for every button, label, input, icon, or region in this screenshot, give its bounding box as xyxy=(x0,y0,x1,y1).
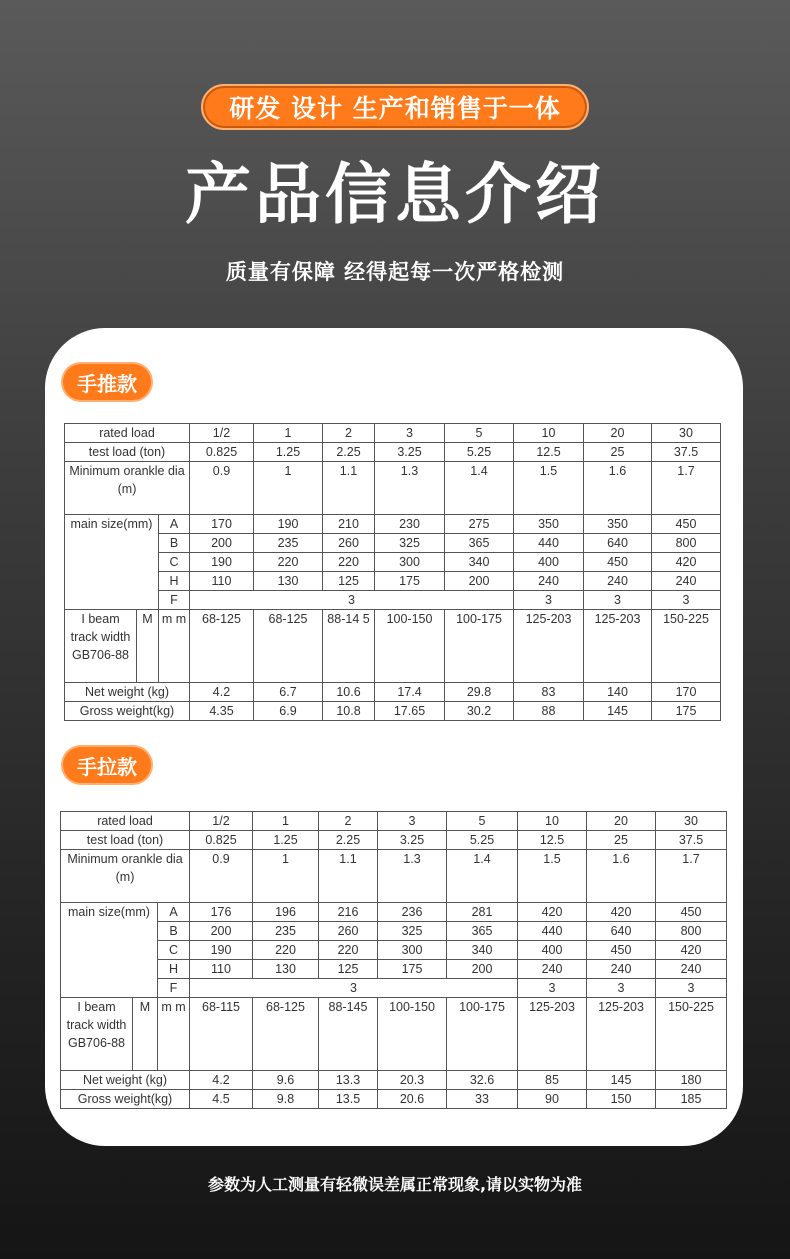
table-row xyxy=(65,702,721,721)
dimension-value: 130 xyxy=(254,572,323,591)
test-load-value: 5.25 xyxy=(445,443,514,462)
net-weight-value: 145 xyxy=(587,1071,656,1090)
net-weight-value: 83 xyxy=(514,683,584,702)
main-size-label: main size(mm) xyxy=(65,515,159,610)
dimension-value: 3 xyxy=(514,591,584,610)
min-orankle-value: 1 xyxy=(254,462,323,515)
dimension-value: 170 xyxy=(190,515,254,534)
table-row xyxy=(61,831,727,850)
dimension-value: 210 xyxy=(323,515,375,534)
min-orankle-value: 1.7 xyxy=(652,462,721,515)
net-weight-value: 180 xyxy=(656,1071,727,1090)
dimension-value: 190 xyxy=(190,553,254,572)
dimension-value: 300 xyxy=(378,941,447,960)
net-weight-value: 13.3 xyxy=(319,1071,378,1090)
ibeam-value: 125-203 xyxy=(584,610,652,683)
min-orankle-value: 1.4 xyxy=(445,462,514,515)
gross-weight-value: 175 xyxy=(652,702,721,721)
gross-weight-value: 88 xyxy=(514,702,584,721)
dimension-value: 440 xyxy=(514,534,584,553)
ibeam-value: 68-125 xyxy=(254,610,323,683)
dimension-value: 176 xyxy=(190,903,253,922)
table-row xyxy=(65,610,721,683)
dimension-value: 275 xyxy=(445,515,514,534)
rated-load-value: 10 xyxy=(514,424,584,443)
test-load-value: 25 xyxy=(587,831,656,850)
dimension-value: 3 xyxy=(190,979,518,998)
dimension-value: 240 xyxy=(514,572,584,591)
section-label-push: 手推款 xyxy=(63,364,151,400)
rated-load-value: 30 xyxy=(652,424,721,443)
dimension-value: 340 xyxy=(447,941,518,960)
dimension-value: 450 xyxy=(584,553,652,572)
dimension-value: 281 xyxy=(447,903,518,922)
dimension-value: 216 xyxy=(319,903,378,922)
dimension-value: 420 xyxy=(652,553,721,572)
gross-weight-value: 145 xyxy=(584,702,652,721)
min-orankle-value: 0.9 xyxy=(190,850,253,903)
rated-load-value: 20 xyxy=(584,424,652,443)
ibeam-value: 150-225 xyxy=(652,610,721,683)
ibeam-unit: M xyxy=(137,610,159,683)
test-load-value: 2.25 xyxy=(319,831,378,850)
table-row xyxy=(65,443,721,462)
table-row xyxy=(65,683,721,702)
test-load-value: 25 xyxy=(584,443,652,462)
dimension-label: A xyxy=(159,515,190,534)
dimension-value: 450 xyxy=(656,903,727,922)
gross-weight-value: 33 xyxy=(447,1090,518,1109)
ibeam-value: 100-175 xyxy=(447,998,518,1071)
rated-load-value: 2 xyxy=(319,812,378,831)
dimension-value: 450 xyxy=(587,941,656,960)
rated-load-value: 10 xyxy=(518,812,587,831)
rated-load-value: 20 xyxy=(587,812,656,831)
dimension-value: 240 xyxy=(587,960,656,979)
gross-weight-value: 17.65 xyxy=(375,702,445,721)
min-orankle-value: 1.5 xyxy=(514,462,584,515)
dimension-value: 365 xyxy=(447,922,518,941)
dimension-label: C xyxy=(158,941,190,960)
rated-load-value: 1/2 xyxy=(190,812,253,831)
table-row xyxy=(61,812,727,831)
dimension-value: 3 xyxy=(518,979,587,998)
dimension-value: 190 xyxy=(190,941,253,960)
gross-weight-value: 90 xyxy=(518,1090,587,1109)
table-row xyxy=(65,591,721,610)
dimension-value: 230 xyxy=(375,515,445,534)
dimension-value: 640 xyxy=(587,922,656,941)
dimension-value: 350 xyxy=(514,515,584,534)
dimension-value: 236 xyxy=(378,903,447,922)
test-load-value: 12.5 xyxy=(514,443,584,462)
gross-weight-value: 30.2 xyxy=(445,702,514,721)
dimension-label: C xyxy=(159,553,190,572)
rated-load-value: 30 xyxy=(656,812,727,831)
dimension-value: 240 xyxy=(656,960,727,979)
gross-weight-label: Gross weight(kg) xyxy=(65,702,190,721)
dimension-value: 260 xyxy=(319,922,378,941)
rated-load-value: 5 xyxy=(447,812,518,831)
test-load-value: 0.825 xyxy=(190,443,254,462)
ibeam-value: 88-14 5 xyxy=(323,610,375,683)
table-row xyxy=(65,462,721,515)
dimension-value: 365 xyxy=(445,534,514,553)
min-orankle-value: 1.6 xyxy=(587,850,656,903)
gross-weight-value: 185 xyxy=(656,1090,727,1109)
dimension-value: 235 xyxy=(253,922,319,941)
min-orankle-value: 1.1 xyxy=(323,462,375,515)
ibeam-label: I beam track width GB706-88 xyxy=(65,610,137,683)
test-load-value: 37.5 xyxy=(656,831,727,850)
dimension-value: 196 xyxy=(253,903,319,922)
table-row xyxy=(65,534,721,553)
dimension-label: H xyxy=(159,572,190,591)
net-weight-value: 140 xyxy=(584,683,652,702)
dimension-value: 325 xyxy=(375,534,445,553)
net-weight-value: 32.6 xyxy=(447,1071,518,1090)
dimension-value: 260 xyxy=(323,534,375,553)
tagline-badge: 研发 设计 生产和销售于一体 xyxy=(201,84,589,130)
dimension-value: 3 xyxy=(652,591,721,610)
net-weight-value: 4.2 xyxy=(190,1071,253,1090)
table-row xyxy=(61,941,727,960)
dimension-value: 350 xyxy=(584,515,652,534)
test-load-value: 3.25 xyxy=(378,831,447,850)
min-orankle-value: 1 xyxy=(253,850,319,903)
ibeam-value: 68-125 xyxy=(190,610,254,683)
dimension-value: 200 xyxy=(190,534,254,553)
net-weight-value: 6.7 xyxy=(254,683,323,702)
gross-weight-label: Gross weight(kg) xyxy=(61,1090,190,1109)
dimension-label: F xyxy=(159,591,190,610)
test-load-label: test load (ton) xyxy=(65,443,190,462)
dimension-label: B xyxy=(158,922,190,941)
ibeam-value: 150-225 xyxy=(656,998,727,1071)
dimension-value: 125 xyxy=(319,960,378,979)
dimension-value: 220 xyxy=(319,941,378,960)
page-title: 产品信息介绍 xyxy=(185,156,605,233)
dimension-value: 110 xyxy=(190,572,254,591)
test-load-value: 1.25 xyxy=(254,443,323,462)
min-orankle-value: 1.3 xyxy=(378,850,447,903)
test-load-value: 1.25 xyxy=(253,831,319,850)
dimension-value: 110 xyxy=(190,960,253,979)
rated-load-label: rated load xyxy=(61,812,190,831)
dimension-value: 175 xyxy=(378,960,447,979)
min-orankle-value: 1.1 xyxy=(319,850,378,903)
dimension-value: 440 xyxy=(518,922,587,941)
gross-weight-value: 10.8 xyxy=(323,702,375,721)
rated-load-value: 1 xyxy=(253,812,319,831)
dimension-value: 420 xyxy=(656,941,727,960)
dimension-label: F xyxy=(158,979,190,998)
min-orankle-value: 1.7 xyxy=(656,850,727,903)
table-row xyxy=(61,903,727,922)
min-orankle-value: 1.5 xyxy=(518,850,587,903)
test-load-label: test load (ton) xyxy=(61,831,190,850)
ibeam-value: 100-175 xyxy=(445,610,514,683)
net-weight-value: 10.6 xyxy=(323,683,375,702)
ibeam-value: 125-203 xyxy=(514,610,584,683)
dimension-label: H xyxy=(158,960,190,979)
dimension-value: 220 xyxy=(253,941,319,960)
gross-weight-value: 6.9 xyxy=(254,702,323,721)
table-row xyxy=(61,1071,727,1090)
gross-weight-value: 13.5 xyxy=(319,1090,378,1109)
dimension-value: 640 xyxy=(584,534,652,553)
ibeam-value: 125-203 xyxy=(518,998,587,1071)
dimension-value: 800 xyxy=(652,534,721,553)
table-row xyxy=(61,922,727,941)
min-orankle-value: 1.6 xyxy=(584,462,652,515)
net-weight-label: Net weight (kg) xyxy=(61,1071,190,1090)
table-row xyxy=(65,572,721,591)
test-load-value: 37.5 xyxy=(652,443,721,462)
net-weight-value: 170 xyxy=(652,683,721,702)
spec-table-pull xyxy=(60,811,727,1109)
test-load-value: 12.5 xyxy=(518,831,587,850)
dimension-value: 420 xyxy=(587,903,656,922)
min-orankle-value: 1.4 xyxy=(447,850,518,903)
table-row xyxy=(61,979,727,998)
ibeam-label: I beam track width GB706-88 xyxy=(61,998,133,1071)
main-size-label: main size(mm) xyxy=(61,903,158,998)
table-row xyxy=(61,1090,727,1109)
dimension-label: A xyxy=(158,903,190,922)
ibeam-unit: M xyxy=(133,998,158,1071)
rated-load-value: 1/2 xyxy=(190,424,254,443)
dimension-value: 3 xyxy=(656,979,727,998)
dimension-value: 220 xyxy=(254,553,323,572)
dimension-value: 300 xyxy=(375,553,445,572)
net-weight-value: 20.3 xyxy=(378,1071,447,1090)
dimension-value: 125 xyxy=(323,572,375,591)
table-row xyxy=(61,998,727,1071)
ibeam-value: 88-145 xyxy=(319,998,378,1071)
ibeam-value: 125-203 xyxy=(587,998,656,1071)
dimension-value: 175 xyxy=(375,572,445,591)
min-orankle-label: Minimum orankle dia (m) xyxy=(61,850,190,903)
dimension-value: 325 xyxy=(378,922,447,941)
dimension-value: 235 xyxy=(254,534,323,553)
table-row xyxy=(65,553,721,572)
ibeam-value: 100-150 xyxy=(378,998,447,1071)
gross-weight-value: 4.35 xyxy=(190,702,254,721)
test-load-value: 2.25 xyxy=(323,443,375,462)
test-load-value: 3.25 xyxy=(375,443,445,462)
dimension-value: 240 xyxy=(518,960,587,979)
dimension-value: 130 xyxy=(253,960,319,979)
net-weight-value: 85 xyxy=(518,1071,587,1090)
ibeam-unit: m m xyxy=(158,998,190,1071)
dimension-value: 450 xyxy=(652,515,721,534)
dimension-label: B xyxy=(159,534,190,553)
rated-load-value: 3 xyxy=(378,812,447,831)
ibeam-value: 68-115 xyxy=(190,998,253,1071)
page-subtitle: 质量有保障 经得起每一次严格检测 xyxy=(225,260,565,284)
dimension-value: 3 xyxy=(190,591,514,610)
gross-weight-value: 20.6 xyxy=(378,1090,447,1109)
table-row xyxy=(61,960,727,979)
dimension-value: 240 xyxy=(652,572,721,591)
ibeam-unit: m m xyxy=(159,610,190,683)
gross-weight-value: 9.8 xyxy=(253,1090,319,1109)
test-load-value: 5.25 xyxy=(447,831,518,850)
net-weight-label: Net weight (kg) xyxy=(65,683,190,702)
dimension-value: 340 xyxy=(445,553,514,572)
net-weight-value: 29.8 xyxy=(445,683,514,702)
dimension-value: 200 xyxy=(445,572,514,591)
dimension-value: 3 xyxy=(587,979,656,998)
spec-table-push xyxy=(64,423,721,721)
min-orankle-label: Minimum orankle dia (m) xyxy=(65,462,190,515)
dimension-value: 200 xyxy=(447,960,518,979)
dimension-value: 800 xyxy=(656,922,727,941)
dimension-value: 200 xyxy=(190,922,253,941)
disclaimer-note: 参数为人工测量有轻微误差属正常现象,请以实物为准 xyxy=(207,1175,583,1194)
net-weight-value: 4.2 xyxy=(190,683,254,702)
table-row xyxy=(65,515,721,534)
table-row xyxy=(61,850,727,903)
section-label-pull: 手拉款 xyxy=(63,747,151,783)
test-load-value: 0.825 xyxy=(190,831,253,850)
rated-load-value: 3 xyxy=(375,424,445,443)
net-weight-value: 9.6 xyxy=(253,1071,319,1090)
net-weight-value: 17.4 xyxy=(375,683,445,702)
rated-load-label: rated load xyxy=(65,424,190,443)
gross-weight-value: 150 xyxy=(587,1090,656,1109)
min-orankle-value: 1.3 xyxy=(375,462,445,515)
ibeam-value: 68-125 xyxy=(253,998,319,1071)
dimension-value: 190 xyxy=(254,515,323,534)
dimension-value: 3 xyxy=(584,591,652,610)
min-orankle-value: 0.9 xyxy=(190,462,254,515)
dimension-value: 400 xyxy=(514,553,584,572)
rated-load-value: 1 xyxy=(254,424,323,443)
dimension-value: 400 xyxy=(518,941,587,960)
rated-load-value: 2 xyxy=(323,424,375,443)
dimension-value: 220 xyxy=(323,553,375,572)
ibeam-value: 100-150 xyxy=(375,610,445,683)
dimension-value: 420 xyxy=(518,903,587,922)
rated-load-value: 5 xyxy=(445,424,514,443)
table-row xyxy=(65,424,721,443)
gross-weight-value: 4.5 xyxy=(190,1090,253,1109)
dimension-value: 240 xyxy=(584,572,652,591)
